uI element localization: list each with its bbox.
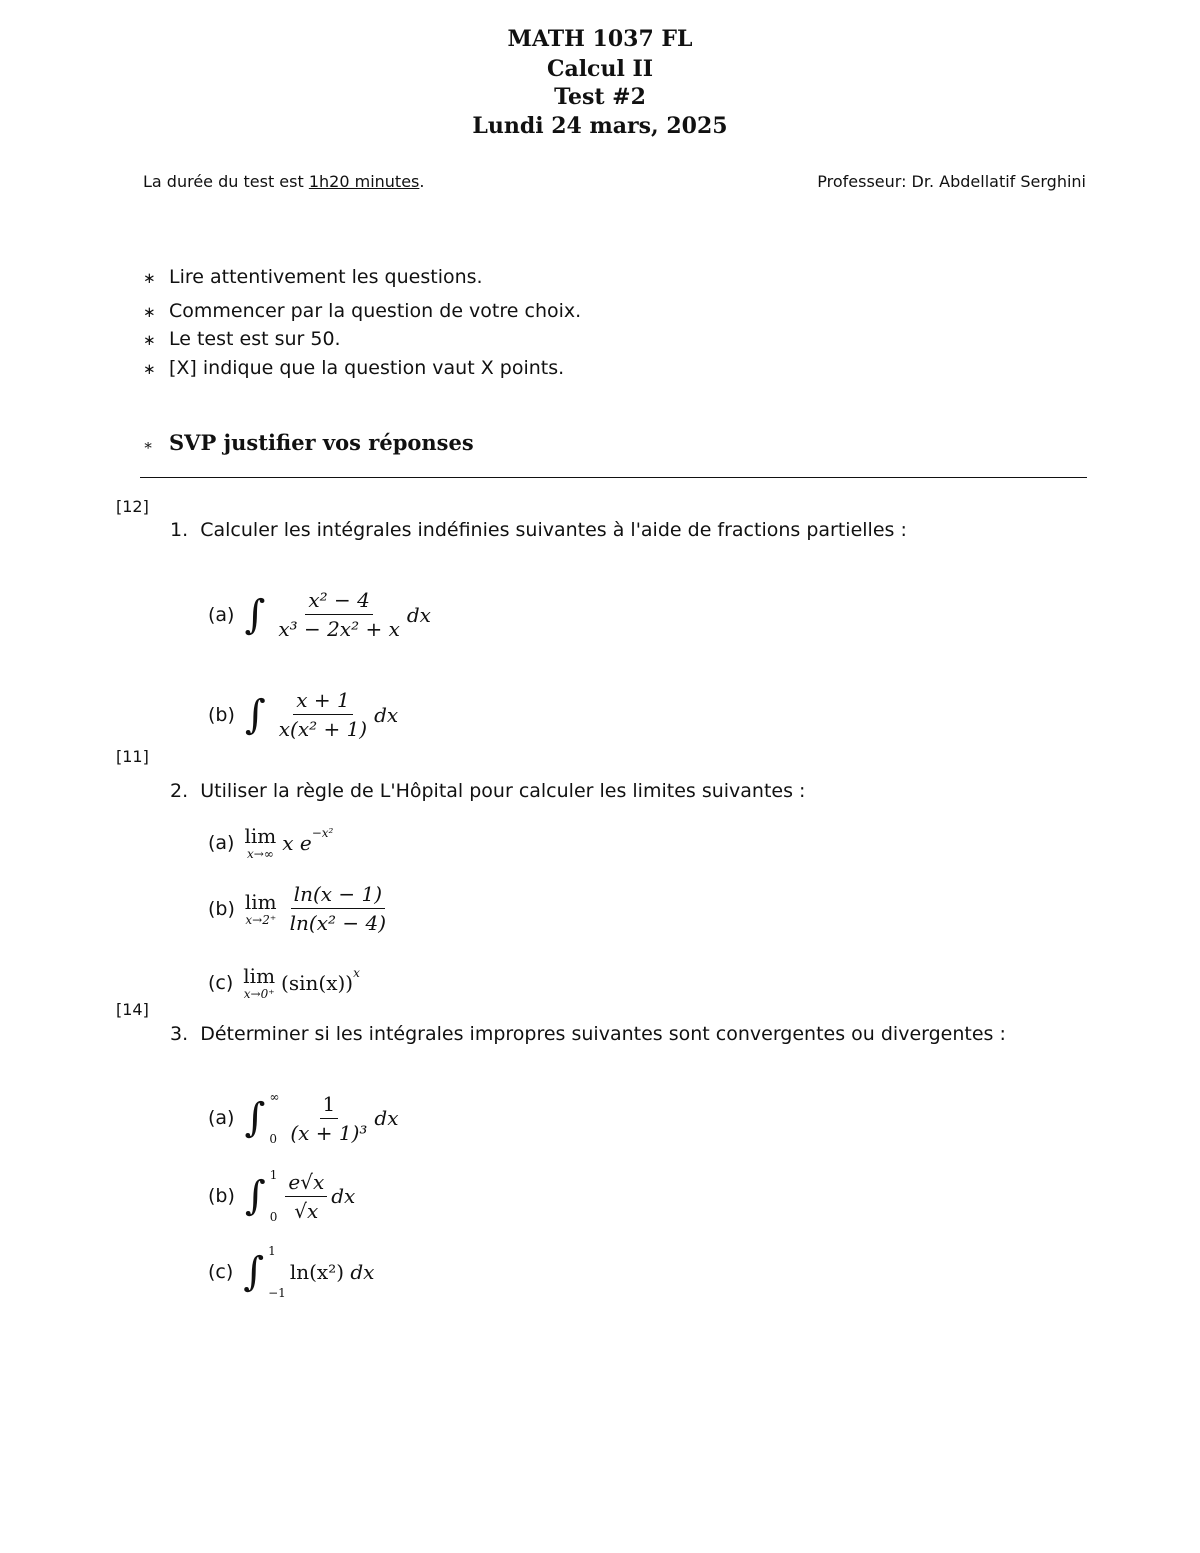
question-2: 2. Utiliser la règle de L'Hôpital pour calculer les limites suivantes : [170, 780, 806, 802]
q2-part-b: (b) lim x→2⁺ $\frac{\ln(x - 1)}{\text{ln(x² − 4)}}$ [208, 882, 387, 935]
test-number: Test #2 [554, 84, 646, 110]
course-title: Calcul II [546, 56, 654, 82]
instruction-item: ∗ Lire attentivement les questions. [143, 266, 483, 288]
question-1: 1. Calculer les intégrales indéfinies suivantes à l'aide de fractions partielles : [170, 519, 907, 541]
question-3: 3. Déterminer si les intégrales impropres suivantes sont convergentes ou divergentes : [170, 1023, 1006, 1045]
question-points: [14] [116, 1000, 149, 1019]
integral-icon: ∫ [244, 1173, 266, 1219]
q1-part-a: (a) ∫ $\frac{\text{x² − 4}}{\text{x³ − 2x² + x}}$ dx [208, 588, 431, 641]
course-code: MATH 1037 FL [507, 26, 693, 52]
integral-icon: ∫ [244, 591, 266, 638]
q2-part-c: (c) lim x→0⁺ (sin(x)) $^x$ [208, 964, 360, 1001]
q1-part-b: (b) ∫ $\frac{x + 1}{\text{x(x² + 1)}}$ dx [208, 688, 399, 741]
instruction-item: ∗ [X] indique que la question vaut X points. [143, 357, 565, 379]
q3-part-b: (b) ∫ 1 0 $\frac{e√x}{√x}$ dx [208, 1168, 356, 1224]
bullet-icon: ∗ [143, 360, 156, 378]
bullet-icon: ∗ [143, 436, 154, 454]
bullet-icon: ∗ [143, 331, 156, 349]
question-points: [11] [116, 747, 149, 766]
justify-notice: ∗ SVP justifier vos réponses [143, 430, 474, 455]
bullet-icon: ∗ [143, 269, 156, 287]
professor-name: Professeur: Dr. Abdellatif Serghini [817, 172, 1086, 191]
bullet-icon: ∗ [143, 303, 156, 321]
instruction-item: ∗ Commencer par la question de votre choix. [143, 300, 582, 322]
question-points: [12] [116, 497, 149, 516]
divider [140, 477, 1087, 478]
q3-part-c: (c) ∫ 1 −1 ln(x²) dx [208, 1244, 375, 1300]
integral-icon: ∫ [243, 1249, 265, 1295]
test-date: Lundi 24 mars, 2025 [472, 113, 728, 139]
q3-part-a: (a) ∫ ∞ 0 $\frac{1}{\text{(x + 1)³}}$ dx [208, 1090, 399, 1146]
instruction-item: ∗ Le test est sur 50. [143, 328, 341, 350]
q2-part-a: (a) lim x→∞ x e $^{-x^2}$ [208, 824, 334, 861]
duration-line: La durée du test est 1h20 minutes. [143, 172, 425, 191]
duration-value: 1h20 minutes [308, 172, 420, 191]
integral-icon: ∫ [244, 1095, 266, 1141]
integral-icon: ∫ [244, 691, 266, 738]
